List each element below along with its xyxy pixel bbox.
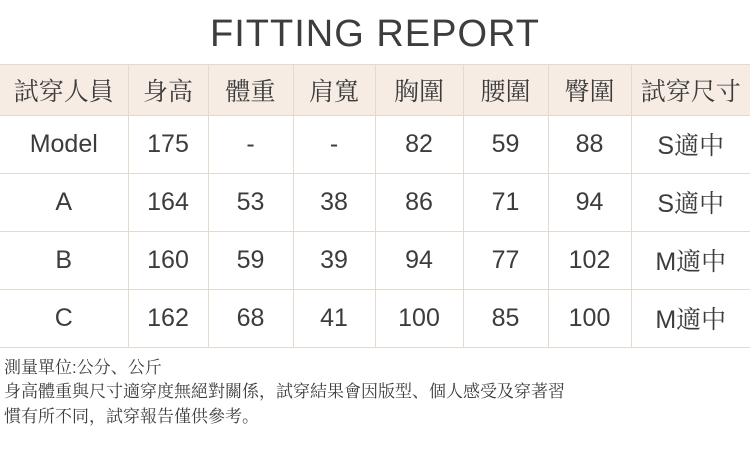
column-header-hip: 臀圍 xyxy=(548,64,631,115)
cell-size: M適中 xyxy=(631,289,750,347)
column-header-shoulder: 肩寬 xyxy=(293,64,375,115)
table-row xyxy=(0,231,750,289)
footnote-disclaimer-line1: 身高體重與尺寸適穿度無絕對關係，試穿結果會因版型、個人感受及穿著習 xyxy=(4,382,565,402)
column-header-size: 試穿尺寸 xyxy=(631,64,750,115)
page-title: FITTING REPORT xyxy=(210,13,540,55)
column-header-bust: 胸圍 xyxy=(375,64,463,115)
table-body xyxy=(0,115,750,347)
cell-weight: 59 xyxy=(208,231,293,289)
table-row xyxy=(0,115,750,173)
cell-hip: 94 xyxy=(548,173,631,231)
cell-waist: 59 xyxy=(463,115,548,173)
cell-shoulder: 39 xyxy=(293,231,375,289)
column-header-person: 試穿人員 xyxy=(0,64,128,115)
cell-height: 162 xyxy=(128,289,208,347)
cell-size: S適中 xyxy=(631,115,750,173)
cell-height: 164 xyxy=(128,173,208,231)
table-header xyxy=(0,64,750,115)
footnote-disclaimer-line2: 慣有所不同，試穿報告僅供參考。 xyxy=(4,407,259,427)
cell-waist: 85 xyxy=(463,289,548,347)
cell-bust: 82 xyxy=(375,115,463,173)
cell-shoulder: - xyxy=(293,115,375,173)
cell-waist: 71 xyxy=(463,173,548,231)
fitting-report-table xyxy=(0,64,750,348)
cell-bust: 100 xyxy=(375,289,463,347)
column-header-height: 身高 xyxy=(128,64,208,115)
cell-person: B xyxy=(0,231,128,289)
cell-shoulder: 41 xyxy=(293,289,375,347)
footnote-measure-unit: 測量單位:公分、公斤 xyxy=(4,357,162,377)
cell-size: S適中 xyxy=(631,173,750,231)
cell-weight: 53 xyxy=(208,173,293,231)
cell-person: A xyxy=(0,173,128,231)
cell-hip: 102 xyxy=(548,231,631,289)
cell-hip: 88 xyxy=(548,115,631,173)
cell-person: Model xyxy=(0,115,128,173)
cell-weight: - xyxy=(208,115,293,173)
column-header-weight: 體重 xyxy=(208,64,293,115)
table-header-row xyxy=(0,64,750,115)
cell-shoulder: 38 xyxy=(293,173,375,231)
cell-height: 160 xyxy=(128,231,208,289)
table-row xyxy=(0,173,750,231)
cell-hip: 100 xyxy=(548,289,631,347)
cell-waist: 77 xyxy=(463,231,548,289)
cell-bust: 94 xyxy=(375,231,463,289)
table-row xyxy=(0,289,750,347)
footnotes xyxy=(0,348,750,430)
cell-bust: 86 xyxy=(375,173,463,231)
column-header-waist: 腰圍 xyxy=(463,64,548,115)
cell-height: 175 xyxy=(128,115,208,173)
cell-person: C xyxy=(0,289,128,347)
cell-weight: 68 xyxy=(208,289,293,347)
cell-size: M適中 xyxy=(631,231,750,289)
